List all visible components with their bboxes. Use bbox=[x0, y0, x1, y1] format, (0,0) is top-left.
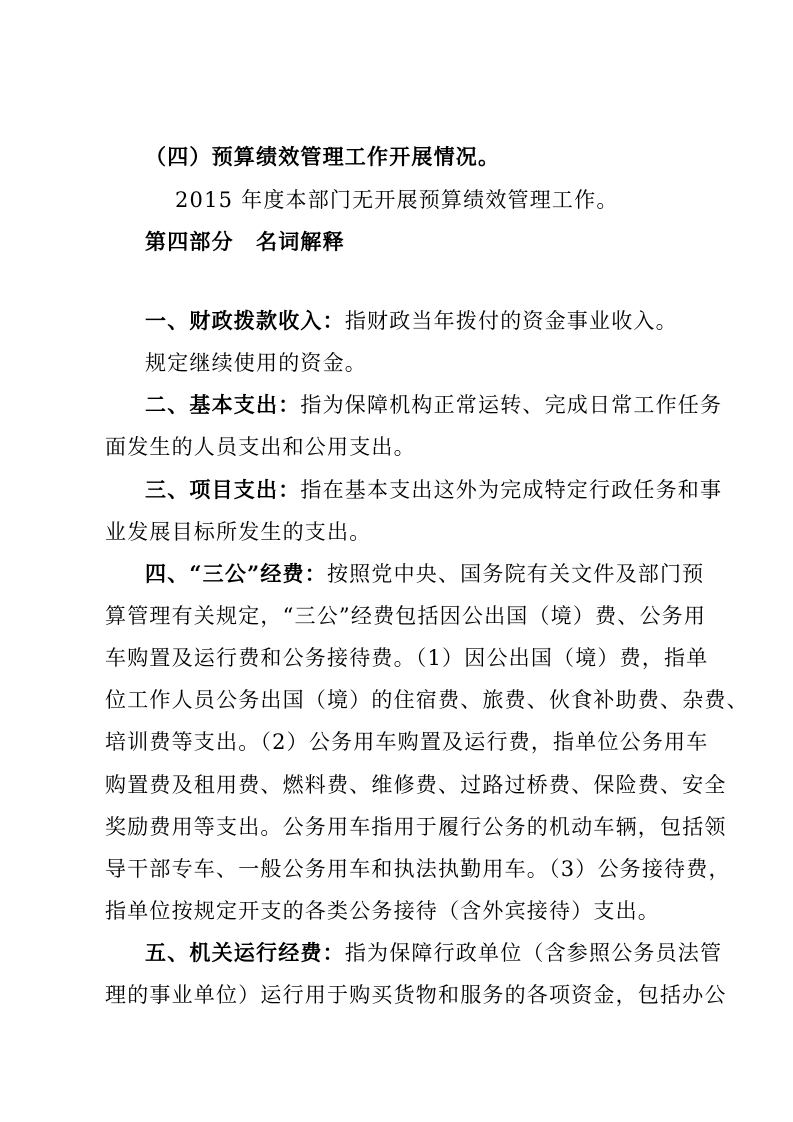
term-3-label: 三、项目支出： bbox=[145, 477, 301, 502]
term-4-line-6: 购置费及租用费、燃料费、维修费、过路过桥费、保险费、安全 bbox=[105, 773, 727, 797]
term-2-text: 指为保障机构正常运转、完成日常工作任务 bbox=[300, 393, 723, 417]
term-1-text: 指财政当年拨付的资金事业收入。 bbox=[344, 309, 678, 333]
term-4-line-9: 指单位按规定开支的各类公务接待（含外宾接待）支出。 bbox=[105, 899, 660, 923]
section4-body: 2015 年度本部门无开展预算绩效管理工作。 bbox=[175, 188, 619, 212]
term-4-text: 按照党中央、国务院有关文件及部门预 bbox=[326, 562, 705, 586]
term-5-label: 五、机关运行经费： bbox=[145, 940, 345, 965]
term-3-line-2: 业发展目标所发生的支出。 bbox=[105, 520, 372, 544]
term-4-line-8: 导干部专车、一般公务用车和执法执勤用车。（3）公务接待费， bbox=[105, 857, 731, 881]
term-3-text: 指在基本支出这外为完成特定行政任务和事 bbox=[300, 478, 723, 502]
section4-heading: （四）预算绩效管理工作开展情况。 bbox=[145, 144, 501, 169]
term-1-label: 一、财政拨款收入： bbox=[145, 308, 345, 333]
part4-heading: 第四部分 名词解释 bbox=[145, 229, 345, 254]
term-4-line-7: 奖励费用等支出。公务用车指用于履行公务的机动车辆，包括领 bbox=[105, 815, 727, 839]
term-1-line-2: 规定继续使用的资金。 bbox=[145, 351, 367, 375]
term-4-label: 四、“三公”经费： bbox=[145, 561, 327, 586]
term-4-line-4: 位工作人员公务出国（境）的住宿费、旅费、伙食补助费、杂费、 bbox=[105, 688, 749, 712]
term-4-line-2: 算管理有关规定，“三公”经费包括因公出国（境）费、公务用 bbox=[105, 604, 707, 628]
term-2-line-2: 面发生的人员支出和公用支出。 bbox=[105, 435, 416, 459]
term-3-line-1 bbox=[145, 476, 722, 504]
term-2-label: 二、基本支出： bbox=[145, 392, 301, 417]
term-4-line-3: 车购置及运行费和公务接待费。（1）因公出国（境）费，指单 bbox=[105, 646, 709, 670]
term-4-line-1 bbox=[145, 560, 704, 588]
term-4-line-5: 培训费等支出。（2）公务用车购置及运行费，指单位公务用车 bbox=[105, 730, 709, 754]
term-5-line-2: 理的事业单位）运行用于购买货物和服务的各项资金，包括办公 bbox=[105, 983, 727, 1007]
term-5-line-1 bbox=[145, 939, 722, 967]
term-2-line-1 bbox=[145, 391, 722, 419]
term-5-text: 指为保障行政单位（含参照公务员法管 bbox=[344, 941, 723, 965]
term-1-line-1 bbox=[145, 307, 678, 335]
